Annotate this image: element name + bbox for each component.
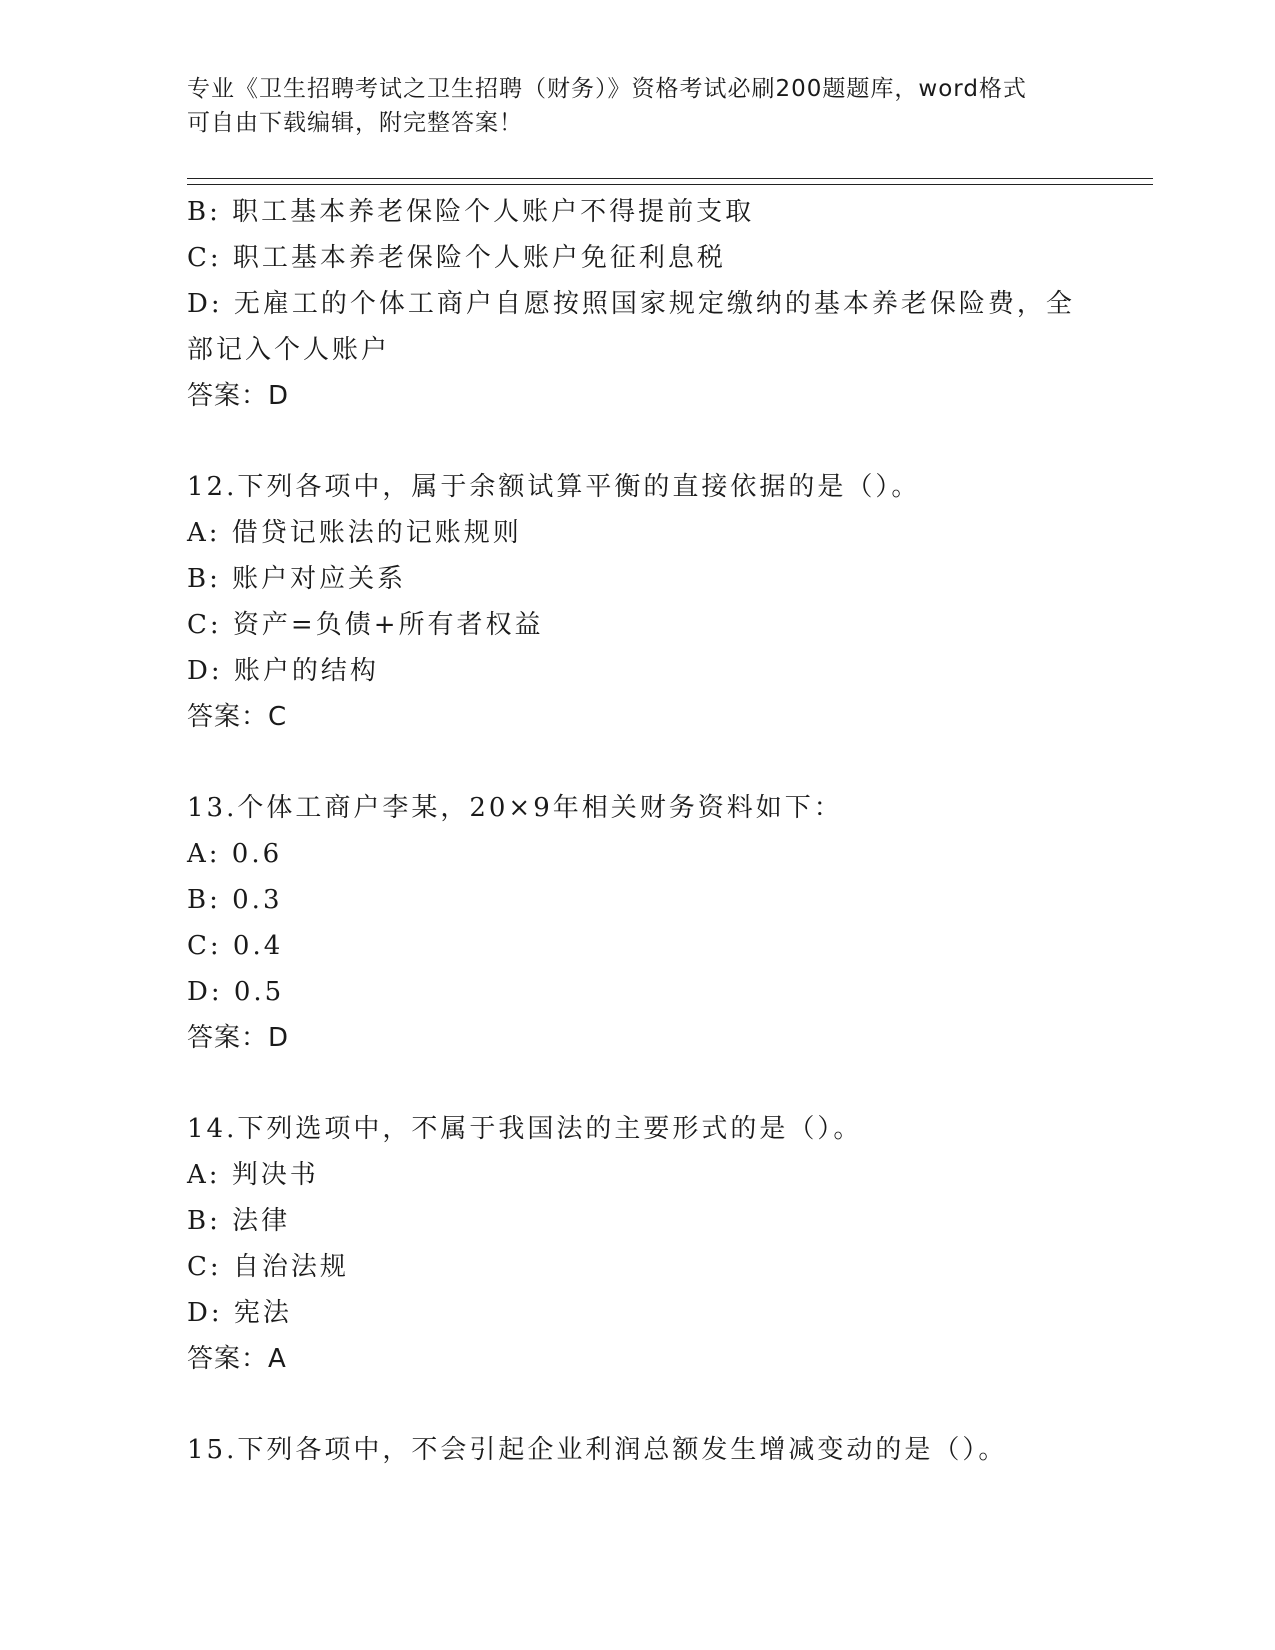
option-d-continued: 部记入个人账户: [187, 335, 391, 365]
document-header: [187, 72, 1087, 140]
question-11-continued: [187, 189, 1087, 419]
question-stem: 15.下列各项中，不会引起企业利润总额发生增减变动的是（）。: [187, 1435, 1008, 1465]
option-b: B: 0.3: [187, 885, 283, 915]
question-stem: 13.个体工商户李某，20×9年相关财务资料如下：: [187, 793, 843, 823]
answer: 答案：C: [187, 702, 288, 732]
option-a: A: 借贷记账法的记账规则: [187, 518, 522, 548]
header-divider-bottom: [187, 184, 1153, 185]
question-15: [187, 1427, 1087, 1473]
option-c: C: 0.4: [187, 931, 284, 961]
option-a: A: 判决书: [187, 1160, 319, 1190]
option-b: B: 账户对应关系: [187, 564, 407, 594]
header-divider-top: [187, 178, 1153, 179]
question-list: [187, 189, 1087, 1473]
question-stem: 14.下列选项中，不属于我国法的主要形式的是（）。: [187, 1114, 863, 1144]
answer: 答案：A: [187, 1344, 287, 1374]
option-b: B: 法律: [187, 1206, 291, 1236]
option-c: C: 资产=负债+所有者权益: [187, 610, 544, 640]
option-d: D: 0.5: [187, 977, 285, 1007]
answer: 答案：D: [187, 381, 290, 411]
option-c: C: 职工基本养老保险个人账户免征利息税: [187, 243, 726, 273]
option-d: D: 宪法: [187, 1298, 292, 1328]
header-line-1: 专业《卫生招聘考试之卫生招聘（财务）》资格考试必刷200题题库，word格式: [187, 76, 1027, 102]
option-d: D: 账户的结构: [187, 656, 379, 686]
option-c: C: 自治法规: [187, 1252, 349, 1282]
header-line-2: 可自由下载编辑，附完整答案！: [187, 110, 523, 136]
question-stem: 12.下列各项中，属于余额试算平衡的直接依据的是（）。: [187, 472, 921, 502]
question-12: [187, 464, 1087, 740]
option-d: D: 无雇工的个体工商户自愿按照国家规定缴纳的基本养老保险费，全: [187, 289, 1075, 319]
question-13: [187, 785, 1087, 1061]
question-14: [187, 1106, 1087, 1382]
option-a: A: 0.6: [187, 839, 283, 869]
answer: 答案：D: [187, 1023, 290, 1053]
option-b: B: 职工基本养老保险个人账户不得提前支取: [187, 197, 755, 227]
